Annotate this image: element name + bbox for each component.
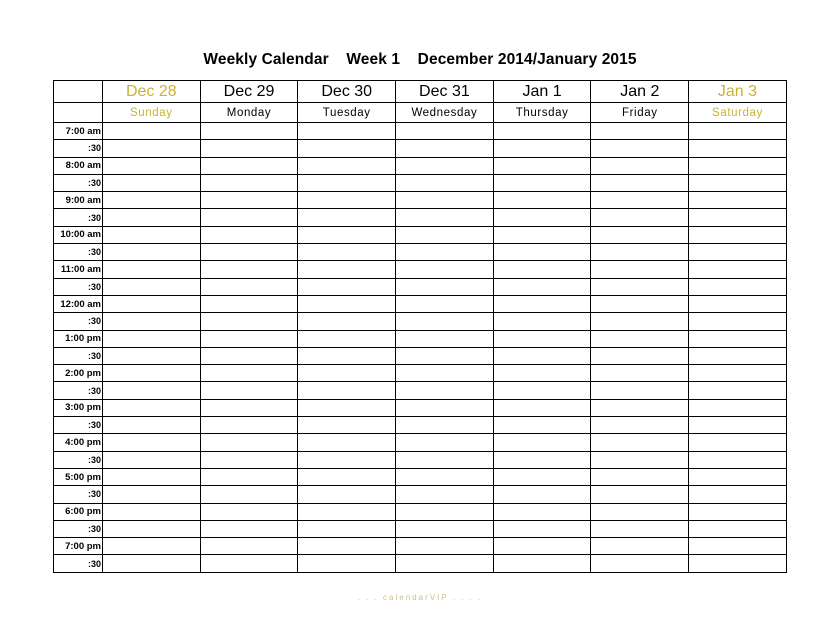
- time-slot-row: [54, 451, 787, 468]
- calendar-cell[interactable]: [200, 261, 298, 278]
- calendar-cell[interactable]: [591, 347, 689, 364]
- calendar-cell[interactable]: [689, 486, 787, 503]
- calendar-cell[interactable]: [493, 451, 591, 468]
- calendar-cell[interactable]: [103, 520, 201, 537]
- calendar-cell[interactable]: [689, 313, 787, 330]
- calendar-cell[interactable]: [298, 399, 396, 416]
- time-slot-row: [54, 468, 787, 485]
- calendar-cell[interactable]: [298, 538, 396, 555]
- page-title: Weekly Calendar Week 1 December 2014/January 2015: [203, 51, 637, 68]
- calendar-cell[interactable]: [103, 382, 201, 399]
- calendar-cell[interactable]: [298, 295, 396, 312]
- day-date-header: Dec 29: [200, 81, 298, 103]
- calendar-cell[interactable]: [689, 330, 787, 347]
- calendar-cell[interactable]: [200, 244, 298, 261]
- calendar-cell[interactable]: [298, 209, 396, 226]
- time-slot-row: [54, 123, 787, 140]
- time-slot-row: [54, 261, 787, 278]
- calendar-cell[interactable]: [103, 157, 201, 174]
- corner-cell: [54, 81, 103, 103]
- calendar-cell[interactable]: [298, 365, 396, 382]
- calendar-cell[interactable]: [200, 434, 298, 451]
- calendar-cell[interactable]: [591, 313, 689, 330]
- calendar-cell[interactable]: [689, 399, 787, 416]
- calendar-cell[interactable]: [689, 157, 787, 174]
- calendar-cell[interactable]: [103, 417, 201, 434]
- calendar-cell[interactable]: [396, 486, 494, 503]
- calendar-cell[interactable]: [298, 347, 396, 364]
- calendar-cell[interactable]: [591, 261, 689, 278]
- calendar-cell[interactable]: [591, 278, 689, 295]
- calendar-cell[interactable]: [396, 468, 494, 485]
- time-slot-row: [54, 382, 787, 399]
- time-label: 3:00 pm: [54, 399, 103, 416]
- calendar-cell[interactable]: [396, 192, 494, 209]
- calendar-cell[interactable]: [103, 140, 201, 157]
- time-label: 7:00 am: [54, 123, 103, 140]
- calendar-cell[interactable]: [689, 538, 787, 555]
- time-slot-row: [54, 365, 787, 382]
- calendar-cell[interactable]: [103, 399, 201, 416]
- calendar-cell[interactable]: [493, 244, 591, 261]
- calendar-cell[interactable]: [200, 278, 298, 295]
- calendar-cell[interactable]: [396, 417, 494, 434]
- calendar-cell[interactable]: [689, 382, 787, 399]
- day-date-header: Dec 31: [396, 81, 494, 103]
- time-label: :30: [54, 313, 103, 330]
- calendar-cell[interactable]: [103, 313, 201, 330]
- time-label: 12:00 am: [54, 295, 103, 312]
- calendar-cell[interactable]: [298, 417, 396, 434]
- calendar-cell[interactable]: [396, 295, 494, 312]
- time-slot-row: [54, 330, 787, 347]
- calendar-cell[interactable]: [396, 520, 494, 537]
- time-label: :30: [54, 451, 103, 468]
- calendar-cell[interactable]: [200, 192, 298, 209]
- calendar-cell[interactable]: [396, 174, 494, 191]
- calendar-cell[interactable]: [298, 434, 396, 451]
- calendar-cell[interactable]: [493, 174, 591, 191]
- calendar-cell[interactable]: [493, 382, 591, 399]
- calendar-cell[interactable]: [493, 347, 591, 364]
- calendar-cell[interactable]: [689, 226, 787, 243]
- calendar-cell[interactable]: [200, 451, 298, 468]
- time-slot-row: [54, 434, 787, 451]
- time-slot-row: [54, 503, 787, 520]
- day-date-header: Jan 3: [689, 81, 787, 103]
- calendar-cell[interactable]: [103, 295, 201, 312]
- calendar-cell[interactable]: [396, 555, 494, 572]
- day-name-header: Thursday: [493, 103, 591, 123]
- time-label: :30: [54, 278, 103, 295]
- calendar-cell[interactable]: [493, 295, 591, 312]
- calendar-cell[interactable]: [103, 261, 201, 278]
- calendar-cell[interactable]: [298, 555, 396, 572]
- day-name-header: Sunday: [103, 103, 201, 123]
- calendar-cell[interactable]: [493, 486, 591, 503]
- calendar-cell[interactable]: [200, 226, 298, 243]
- calendar-cell[interactable]: [689, 261, 787, 278]
- time-slot-row: [54, 347, 787, 364]
- calendar-cell[interactable]: [200, 140, 298, 157]
- calendar-cell[interactable]: [298, 278, 396, 295]
- calendar-cell[interactable]: [396, 157, 494, 174]
- calendar-cell[interactable]: [493, 209, 591, 226]
- calendar-cell[interactable]: [200, 123, 298, 140]
- weekday-header-row: [54, 103, 787, 123]
- calendar-cell[interactable]: [493, 157, 591, 174]
- calendar-cell[interactable]: [591, 399, 689, 416]
- time-label: 7:00 pm: [54, 538, 103, 555]
- calendar-cell[interactable]: [396, 330, 494, 347]
- calendar-cell[interactable]: [493, 313, 591, 330]
- day-date-header: Jan 1: [493, 81, 591, 103]
- calendar-cell[interactable]: [591, 486, 689, 503]
- calendar-cell[interactable]: [396, 226, 494, 243]
- calendar-cell[interactable]: [689, 434, 787, 451]
- time-label: 2:00 pm: [54, 365, 103, 382]
- calendar-cell[interactable]: [200, 157, 298, 174]
- calendar-cell[interactable]: [591, 382, 689, 399]
- calendar-cell[interactable]: [103, 365, 201, 382]
- calendar-cell[interactable]: [298, 174, 396, 191]
- calendar-cell[interactable]: [298, 157, 396, 174]
- calendar-cell[interactable]: [591, 555, 689, 572]
- calendar-cell[interactable]: [591, 192, 689, 209]
- calendar-cell[interactable]: [200, 174, 298, 191]
- calendar-cell[interactable]: [103, 468, 201, 485]
- calendar-cell[interactable]: [493, 365, 591, 382]
- time-label: :30: [54, 417, 103, 434]
- calendar-cell[interactable]: [591, 244, 689, 261]
- time-label: :30: [54, 140, 103, 157]
- calendar-cell[interactable]: [493, 538, 591, 555]
- calendar-cell[interactable]: [200, 347, 298, 364]
- calendar-cell[interactable]: [591, 417, 689, 434]
- time-slot-row: [54, 399, 787, 416]
- calendar-cell[interactable]: [103, 278, 201, 295]
- calendar-cell[interactable]: [591, 226, 689, 243]
- time-slot-row: [54, 209, 787, 226]
- calendar-cell[interactable]: [298, 244, 396, 261]
- calendar-cell[interactable]: [591, 503, 689, 520]
- time-label: :30: [54, 486, 103, 503]
- calendar-cell[interactable]: [493, 278, 591, 295]
- calendar-cell[interactable]: [396, 123, 494, 140]
- date-header-row: [54, 81, 787, 103]
- calendar-cell[interactable]: [298, 382, 396, 399]
- calendar-cell[interactable]: [103, 434, 201, 451]
- calendar-cell[interactable]: [200, 417, 298, 434]
- calendar-cell[interactable]: [298, 123, 396, 140]
- calendar-cell[interactable]: [298, 486, 396, 503]
- calendar-cell[interactable]: [298, 468, 396, 485]
- time-label: :30: [54, 520, 103, 537]
- time-slot-row: [54, 538, 787, 555]
- calendar-cell[interactable]: [396, 347, 494, 364]
- time-slot-row: [54, 244, 787, 261]
- calendar-cell[interactable]: [689, 417, 787, 434]
- time-label: 11:00 am: [54, 261, 103, 278]
- calendar-cell[interactable]: [493, 226, 591, 243]
- time-label: 4:00 pm: [54, 434, 103, 451]
- time-label: :30: [54, 347, 103, 364]
- watermark: . . . calendarVIP . . . .: [357, 593, 483, 602]
- calendar-cell[interactable]: [493, 468, 591, 485]
- calendar-cell[interactable]: [103, 174, 201, 191]
- calendar-cell[interactable]: [591, 365, 689, 382]
- calendar-cell[interactable]: [103, 330, 201, 347]
- calendar-cell[interactable]: [689, 520, 787, 537]
- calendar-cell[interactable]: [591, 434, 689, 451]
- time-slot-row: [54, 226, 787, 243]
- time-slot-row: [54, 295, 787, 312]
- calendar-cell[interactable]: [493, 434, 591, 451]
- calendar-cell[interactable]: [493, 417, 591, 434]
- calendar-cell[interactable]: [396, 503, 494, 520]
- time-label: :30: [54, 555, 103, 572]
- time-label: :30: [54, 209, 103, 226]
- calendar-cell[interactable]: [689, 192, 787, 209]
- time-label: 8:00 am: [54, 157, 103, 174]
- time-label: 10:00 am: [54, 226, 103, 243]
- calendar-cell[interactable]: [493, 503, 591, 520]
- calendar-cell[interactable]: [298, 226, 396, 243]
- calendar-cell[interactable]: [689, 503, 787, 520]
- calendar-cell[interactable]: [689, 278, 787, 295]
- weekly-calendar-grid: [53, 80, 787, 573]
- time-slot-row: [54, 417, 787, 434]
- calendar-cell[interactable]: [591, 451, 689, 468]
- calendar-cell[interactable]: [200, 295, 298, 312]
- calendar-cell[interactable]: [103, 555, 201, 572]
- calendar-cell[interactable]: [103, 192, 201, 209]
- day-name-header: Friday: [591, 103, 689, 123]
- calendar-cell[interactable]: [396, 434, 494, 451]
- calendar-cell[interactable]: [200, 365, 298, 382]
- day-name-header: Monday: [200, 103, 298, 123]
- calendar-cell[interactable]: [200, 520, 298, 537]
- calendar-cell[interactable]: [200, 468, 298, 485]
- time-slot-row: [54, 486, 787, 503]
- calendar-cell[interactable]: [493, 330, 591, 347]
- calendar-cell[interactable]: [591, 123, 689, 140]
- time-slot-row: [54, 313, 787, 330]
- calendar-cell[interactable]: [493, 140, 591, 157]
- time-slot-row: [54, 140, 787, 157]
- calendar-cell[interactable]: [103, 123, 201, 140]
- calendar-cell[interactable]: [396, 261, 494, 278]
- calendar-cell[interactable]: [689, 123, 787, 140]
- calendar-cell[interactable]: [200, 486, 298, 503]
- calendar-cell[interactable]: [298, 261, 396, 278]
- calendar-cell[interactable]: [591, 209, 689, 226]
- calendar-cell[interactable]: [200, 555, 298, 572]
- calendar-cell[interactable]: [200, 399, 298, 416]
- time-slot-row: [54, 278, 787, 295]
- day-name-header: Wednesday: [396, 103, 494, 123]
- calendar-cell[interactable]: [103, 503, 201, 520]
- calendar-cell[interactable]: [493, 555, 591, 572]
- calendar-cell[interactable]: [493, 520, 591, 537]
- calendar-cell[interactable]: [689, 140, 787, 157]
- calendar-cell[interactable]: [396, 538, 494, 555]
- calendar-cell[interactable]: [396, 382, 494, 399]
- calendar-cell[interactable]: [591, 330, 689, 347]
- time-label: :30: [54, 382, 103, 399]
- time-label: :30: [54, 244, 103, 261]
- calendar-cell[interactable]: [689, 468, 787, 485]
- calendar-cell[interactable]: [591, 295, 689, 312]
- calendar-cell[interactable]: [200, 330, 298, 347]
- calendar-cell[interactable]: [591, 520, 689, 537]
- day-name-header: Saturday: [689, 103, 787, 123]
- day-date-header: Dec 28: [103, 81, 201, 103]
- calendar-cell[interactable]: [689, 555, 787, 572]
- calendar-cell[interactable]: [493, 123, 591, 140]
- calendar-cell[interactable]: [298, 503, 396, 520]
- calendar-cell[interactable]: [493, 399, 591, 416]
- calendar-cell[interactable]: [591, 157, 689, 174]
- calendar-cell[interactable]: [396, 365, 494, 382]
- calendar-cell[interactable]: [396, 278, 494, 295]
- calendar-cell[interactable]: [298, 330, 396, 347]
- calendar-cell[interactable]: [103, 538, 201, 555]
- calendar-cell[interactable]: [103, 244, 201, 261]
- calendar-cell[interactable]: [103, 226, 201, 243]
- time-slot-row: [54, 520, 787, 537]
- calendar-cell[interactable]: [298, 313, 396, 330]
- calendar-cell[interactable]: [689, 365, 787, 382]
- time-slot-row: [54, 555, 787, 572]
- calendar-cell[interactable]: [298, 140, 396, 157]
- calendar-cell[interactable]: [493, 261, 591, 278]
- calendar-cell[interactable]: [298, 520, 396, 537]
- calendar-cell[interactable]: [591, 538, 689, 555]
- calendar-cell[interactable]: [298, 451, 396, 468]
- time-slot-row: [54, 192, 787, 209]
- calendar-cell[interactable]: [689, 347, 787, 364]
- day-date-header: Dec 30: [298, 81, 396, 103]
- time-label: 9:00 am: [54, 192, 103, 209]
- time-slot-row: [54, 174, 787, 191]
- time-label: 6:00 pm: [54, 503, 103, 520]
- time-slot-row: [54, 157, 787, 174]
- calendar-cell[interactable]: [396, 313, 494, 330]
- calendar-cell[interactable]: [689, 295, 787, 312]
- calendar-cell[interactable]: [200, 503, 298, 520]
- calendar-cell[interactable]: [396, 399, 494, 416]
- calendar-cell[interactable]: [591, 174, 689, 191]
- day-name-header: Tuesday: [298, 103, 396, 123]
- corner-cell: [54, 103, 103, 123]
- calendar-cell[interactable]: [200, 209, 298, 226]
- time-label: :30: [54, 174, 103, 191]
- calendar-cell[interactable]: [591, 468, 689, 485]
- calendar-cell[interactable]: [298, 192, 396, 209]
- calendar-cell[interactable]: [396, 244, 494, 261]
- calendar-cell[interactable]: [689, 209, 787, 226]
- calendar-cell[interactable]: [689, 244, 787, 261]
- calendar-cell[interactable]: [200, 313, 298, 330]
- calendar-cell[interactable]: [396, 451, 494, 468]
- calendar-cell[interactable]: [103, 451, 201, 468]
- calendar-cell[interactable]: [200, 382, 298, 399]
- calendar-cell[interactable]: [396, 209, 494, 226]
- calendar-cell[interactable]: [103, 486, 201, 503]
- calendar-cell[interactable]: [396, 140, 494, 157]
- calendar-cell[interactable]: [103, 347, 201, 364]
- day-date-header: Jan 2: [591, 81, 689, 103]
- calendar-cell[interactable]: [103, 209, 201, 226]
- calendar-cell[interactable]: [591, 140, 689, 157]
- calendar-cell[interactable]: [200, 538, 298, 555]
- time-label: 5:00 pm: [54, 468, 103, 485]
- calendar-cell[interactable]: [689, 174, 787, 191]
- calendar-cell[interactable]: [689, 451, 787, 468]
- time-label: 1:00 pm: [54, 330, 103, 347]
- calendar-cell[interactable]: [493, 192, 591, 209]
